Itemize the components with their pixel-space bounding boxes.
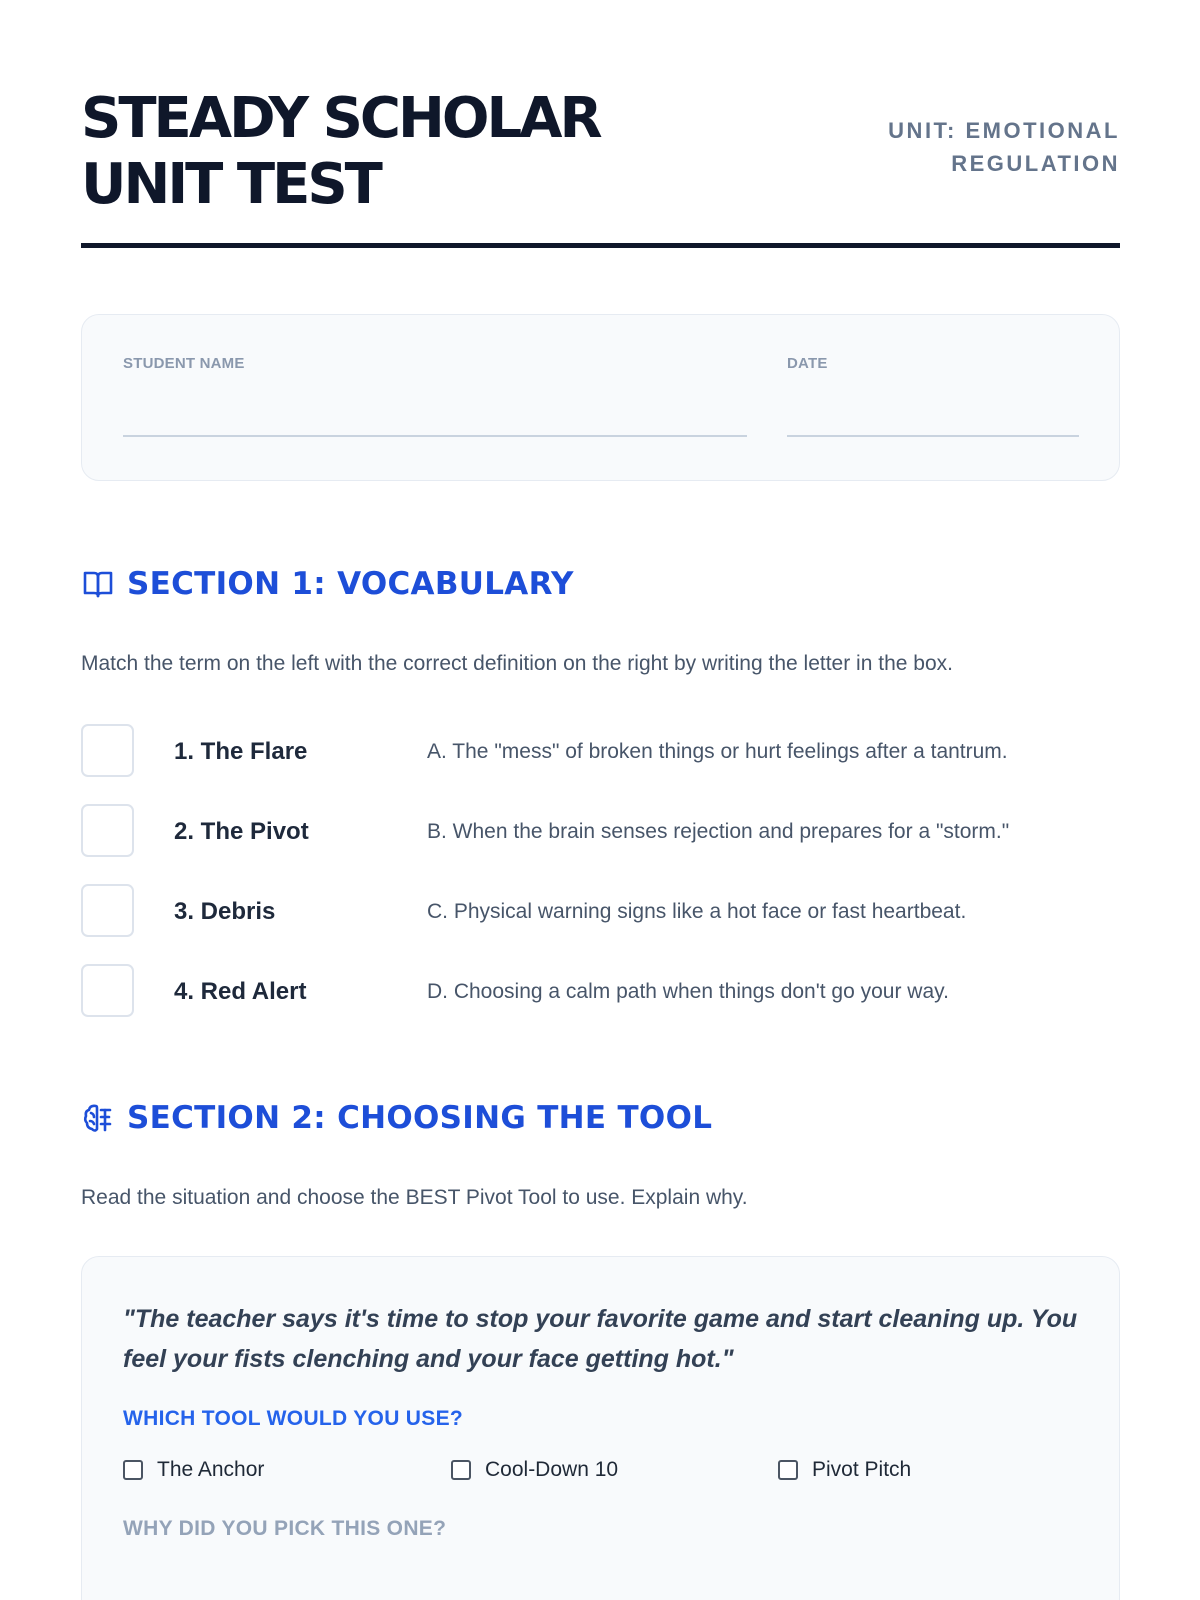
- title-line-1: STEADY SCHOLAR: [81, 86, 600, 151]
- vocab-row: [81, 884, 1120, 938]
- vocab-term: 4. Red Alert: [174, 978, 307, 1005]
- section-1-instructions: Match the term on the left with the correct definition on the right by writing the letter in the box.: [81, 652, 953, 675]
- brain-icon: [81, 1101, 115, 1135]
- option-label: Pivot Pitch: [812, 1458, 912, 1481]
- vocab-term: 3. Debris: [174, 898, 276, 925]
- vocab-definition: D. Choosing a calm path when things don't go your way.: [427, 980, 949, 1003]
- section-2-instructions: Read the situation and choose the BEST Pivot Tool to use. Explain why.: [81, 1186, 748, 1209]
- student-name-field[interactable]: [123, 355, 245, 372]
- vocab-row: [81, 964, 1120, 1018]
- unit-line-2: REGULATION: [951, 151, 1120, 176]
- checkbox[interactable]: [123, 1460, 143, 1480]
- option-label: Cool-Down 10: [485, 1458, 619, 1481]
- section-2-heading: [81, 1100, 712, 1136]
- unit-line-1: UNIT: EMOTIONAL: [888, 118, 1120, 143]
- vocab-term: 1. The Flare: [174, 738, 308, 765]
- student-name-line[interactable]: [123, 435, 747, 437]
- book-open-icon: [81, 567, 115, 601]
- scenario-quote: "The teacher says it's time to stop your favorite game and start cleaning up. You feel your fists clenching and your face getting hot.": [123, 1305, 1078, 1373]
- date-field[interactable]: [787, 355, 828, 372]
- student-name-label: STUDENT NAME: [123, 355, 245, 372]
- vocab-definition: A. The "mess" of broken things or hurt feelings after a tantrum.: [427, 740, 1008, 763]
- option-cool-down-10[interactable]: [451, 1458, 618, 1482]
- unit-label: [888, 114, 1120, 180]
- answer-box-2[interactable]: [81, 804, 134, 857]
- vocab-definition: C. Physical warning signs like a hot face or fast heartbeat.: [427, 900, 967, 923]
- why-question: WHY DID YOU PICK THIS ONE?: [123, 1517, 447, 1540]
- vocab-row: [81, 804, 1120, 858]
- scenario-card: [81, 1256, 1120, 1600]
- answer-box-3[interactable]: [81, 884, 134, 937]
- option-pivot-pitch[interactable]: [778, 1458, 911, 1482]
- test-header: [81, 0, 1120, 248]
- vocab-term: 2. The Pivot: [174, 818, 309, 845]
- test-page: [81, 0, 1120, 1540]
- checkbox[interactable]: [778, 1460, 798, 1480]
- student-info-card: [81, 314, 1120, 481]
- answer-box-1[interactable]: [81, 724, 134, 777]
- option-the-anchor[interactable]: [123, 1458, 264, 1482]
- page-title: [81, 86, 600, 218]
- title-line-2: UNIT TEST: [81, 152, 380, 217]
- option-label: The Anchor: [157, 1458, 265, 1481]
- section-2-title: SECTION 2: CHOOSING THE TOOL: [127, 1100, 713, 1136]
- section-1-title: SECTION 1: VOCABULARY: [127, 566, 574, 602]
- section-1-heading: [81, 566, 574, 602]
- tool-question: WHICH TOOL WOULD YOU USE?: [123, 1407, 464, 1430]
- date-label: DATE: [787, 355, 828, 372]
- vocab-definition: B. When the brain senses rejection and prepares for a "storm.": [427, 820, 1010, 843]
- answer-box-4[interactable]: [81, 964, 134, 1017]
- tool-options: [123, 1458, 1083, 1488]
- date-line[interactable]: [787, 435, 1079, 437]
- vocab-row: [81, 724, 1120, 778]
- checkbox[interactable]: [451, 1460, 471, 1480]
